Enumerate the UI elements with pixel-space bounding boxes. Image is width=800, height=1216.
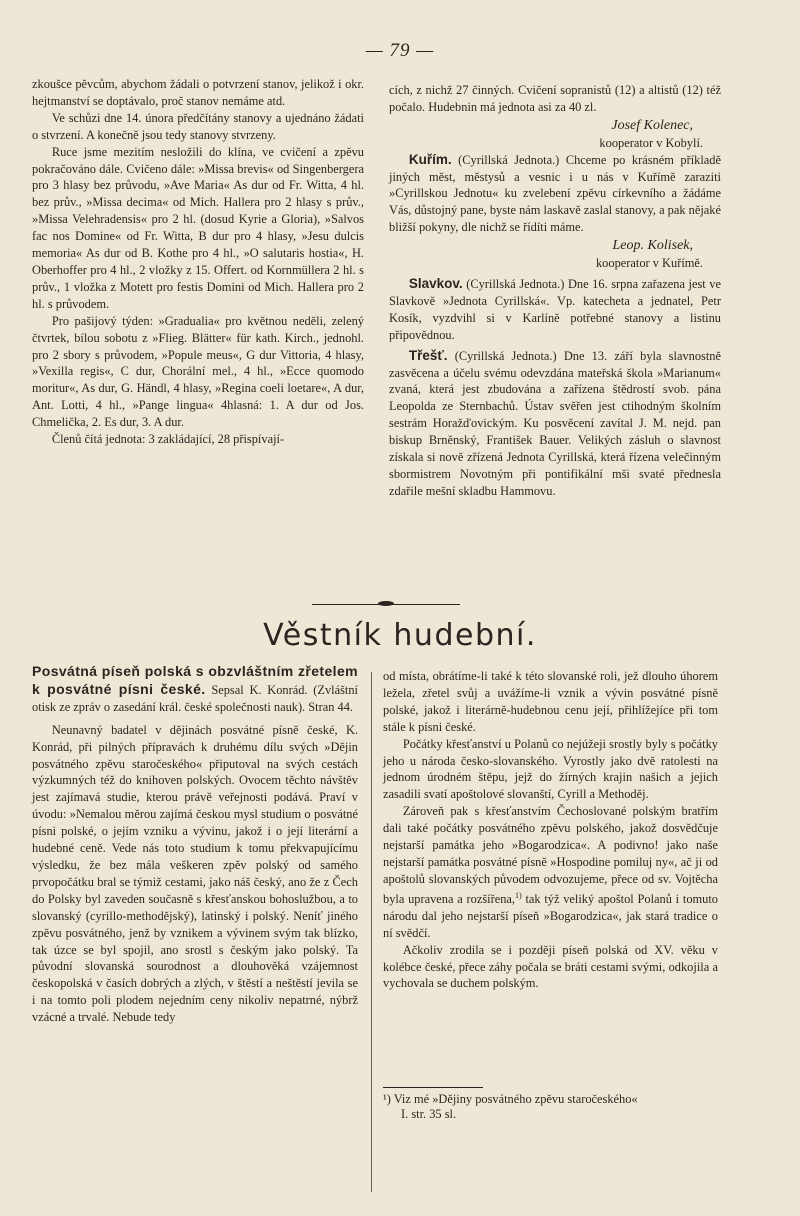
bottom-right-column (383, 668, 718, 992)
signature-role: kooperator v Kuřímě. (595, 256, 703, 271)
footnote-rule (383, 1087, 483, 1088)
paragraph: Neunavný badatel v dějinách posvátné písně české, K. Konrád, při pilných přípravách k druhému dílu svých »Dějin posvátného zpěvu staročeského« připutoval na svých cestách výzkumných též do knihoven polských. Ovocem těchto návštěv jest zajímavá studie, kterou právě veřejnosti podává. Praví v úvodu: »Nemalou měrou zajímá českou mysl studium o posvátné písni polské, o jejím vzniku a vývinu, jakož i o její literární a hudebné ceně. Vede nás toto studium k tomu překvapujícímu výsledku, že bez mála veškeren zpěv polský od samého prvopočátku bral se týmiž cestami, jako náš český, ano že z Čech do Polsky byl zaveden současně s křesťanskou bohoslužbou, a to slovanský (cyrillo-methodějský), latinský i polský. Neníť jiného zpěvu posvátného, jenž by vznikem a vývinem svým tak blízko, tak úzce se byl spojil, ano srostl s českým jako polský. Ta původní slovanská sourodnost a dlouhověká vzájemnost českopolská v časích dobrých a zlých, v štěstí a neštěstí jevila se i na tomto poli plodem nejedním ceny nikoliv nepatrné, nýbrž vzácné a trvalé. Nebude tedy (32, 722, 358, 1025)
paragraph: Počátky křesťanství u Polanů co nejúžeji srostly byly s počátky jeho u národa česko-slovanského. Vyrostly jako dvě ratolesti na jednom úrodném štěpu, jejž do žírných krajin našich a jejich zasadili svatí apoštolové slovanští, Cyrill a Methoděj. (383, 736, 718, 802)
news-text: (Cyrillská Jednota.) Dne 13. září byla slavnostně zasvěcena a účelu svému odevzdána mateřská škola »Marianum« zvaná, která jest zbudována a zařízena štědrostí svob. pána Leopolda ze Sternbachů. Ústav svěřen jest ctihodným školním sestrám Horažďovickým. Ku posvěcení zavítal J. M. nejd. pan biskup Brněnský, František Bauer. Velikých zásluh o slavnost získala si nově zřízená Jednota Cyrillská, která řízena velečinným sbormistrem Novotným při pontifikální mši svaté přednesla zdařile mešní skladbu Hammovu. (389, 348, 721, 498)
footnote-mark: 1) (515, 890, 522, 900)
news-item-kurim (389, 152, 721, 237)
paragraph: zkoušce pěvcům, abychom žádali o potvrzení stanov, jelikož i okr. hejtmanství se doptávalo, proč stanov nemáme atd. (32, 77, 364, 108)
paragraph: od místa, obrátíme-li také k této slovanské roli, jež dlouho úhorem ležela, zřetel svůj a uvážíme-li vznik a vývin posvátné písně polské, jakož i literárně-hudebnou cenu její, přihlížejíce při tom stále k písni české. (383, 669, 718, 734)
text-span: tak týž veliký apoštol Polanů i tomuto národu dal jeho nejstarší píseň »Bogarodzica«, jak stará tradice o ní svědčí. (383, 891, 718, 940)
top-right-column (389, 82, 721, 500)
paragraph: Ruce jsme mezitím nesložili do klína, ve cvičení a zpěvu pokračováno dále. Cvičeno dále: »Missa brevis« od Singenbergera pro 3 hlasy bez průvodu, »Ave Maria« As dur od Fr. Witta, 4 hl. bez prův., »Missa decima« od Mich. Hallera pro 2 hlasy s prův., »Missa Velehradensis« pro 2 hl. (dosud Kyrie a Gloria), »Salvos fac nos Domine« od Fr. Witta, B dur pro 4 hlasy, »Jesu dulcis memoria« As dur od B. Kothe pro 4 hl., »O salutaris hostia«, H. Oberhoffer pro 4 hl., 2 vložky z 15. Offert. od Kornmüllera 2 hl. s prův., 1 vložka z Motett pro festis Domini od Mich. Hallera pro 2 hl. s průvodem. (32, 144, 364, 311)
section-title: Věstník hudební. (263, 618, 537, 653)
footnote-line: ¹) Viz mé »Dějiny posvátného zpěvu staročeského« (383, 1092, 638, 1106)
column-divider (371, 672, 372, 1192)
news-item-slavkov (389, 276, 721, 344)
news-item-trest (389, 348, 721, 500)
town-name: Kuřím. (408, 151, 452, 167)
divider-ornament (378, 601, 394, 606)
paragraph (383, 803, 718, 941)
town-name: Třešť. (408, 347, 448, 363)
text-span: Zároveň pak s křesťanstvím Čechoslované polským bratřím dali také počátky posvátného zpěvu polského, jakož dosvědčuje nejstarší památka jeho »Bogarodzica«. A podivno! jako naše nejstarší památka posvátné písně »Hospodine pomiluj ny«, ač ji od apoštolů slovanských původem odvozujeme, přece od sv. Vojtěcha byla upravena a rozšířena, (383, 804, 718, 906)
news-text: (Cyrillská Jednota.) Chceme po krásném příkladě jiných měst, městysů a vesnic i u nás v Kuřímě zaraziti »Cyrillskou Jednotu« ku zvelebení zpěvu církevního a žádáme Vás, důstojný pane, byste nám laskavě zaslal stanovy, a pak nějaké bližší pokyny, dle nichž se řídíti máme. (389, 152, 721, 235)
signature-name: Leop. Kolisek, (612, 238, 693, 254)
review-header (32, 663, 358, 716)
paragraph: Členů čítá jednota: 3 zakládající, 28 přispívají- (51, 432, 285, 447)
town-name: Slavkov. (408, 275, 463, 291)
paragraph: Pro pašijový týden: »Gradualia« pro květnou neděli, zelený čtvrtek, bílou sobotu z »Flieg. Blätter« für kath. Kirch., jednohl. pro 2 sbory s průvodem, »Populе meus«, G dur Vittoria, 4 hlasy, »Vexilla regis«, C dur, Chorální mel., 4 hl., »Ecce quomodo moritur«, As dur, G. Händl, 4 hlasy, »Regina coeli loetare«, A dur, Ant. Lotti, 4 hl., »Pange lingua« 4hlasná: 1. A dur od Jos. Chmelička, 2. Es dur, 3. A dur. (32, 313, 364, 430)
paragraph: Ačkoliv zrodila se i později píseň polská od XV. věku v kolébce české, přece záhy počala se bráti cestami svými, odkojila a vychovala se duchem polským. (383, 942, 718, 991)
page-number: — 79 — (365, 40, 435, 61)
review-title: Posvátná píseň polská s obzvláštním zřetelem k posvátné písni české. (32, 663, 358, 697)
top-left-column (32, 76, 364, 448)
review-meta: Sepsal K. Konrád. (Zvláštní otisk ze zpráv o zasedání král. české společnosti nauk). Stran 44. (32, 682, 358, 714)
bottom-left-column (32, 663, 358, 1026)
footnote-line: I. str. 35 sl. (401, 1107, 457, 1121)
paragraph: cích, z nichž 27 činných. Cvičení sopranistů (12) a altistů (12) též počalo. Hudebnin má jednota asi za 40 zl. (389, 83, 721, 114)
signature-name: Josef Kolenec, (611, 117, 693, 133)
signature-role: kooperator v Kobylí. (599, 135, 703, 150)
paragraph: Ve schůzi dne 14. února předčítány stanovy a ujednáno žádati o stvrzení. A konečně jsou tedy stanovy stvrzeny. (32, 110, 364, 142)
footnote (383, 1087, 718, 1122)
news-text: (Cyrillská Jednota.) Dne 16. srpna zařazena jest ve Slavkově »Jednota Cyrillská«. Vp. katecheta a jednatel, Petr Kosík, vyzdvihl si v Karlíně potřebné stanovy a listinu připovědnou. (389, 276, 721, 342)
